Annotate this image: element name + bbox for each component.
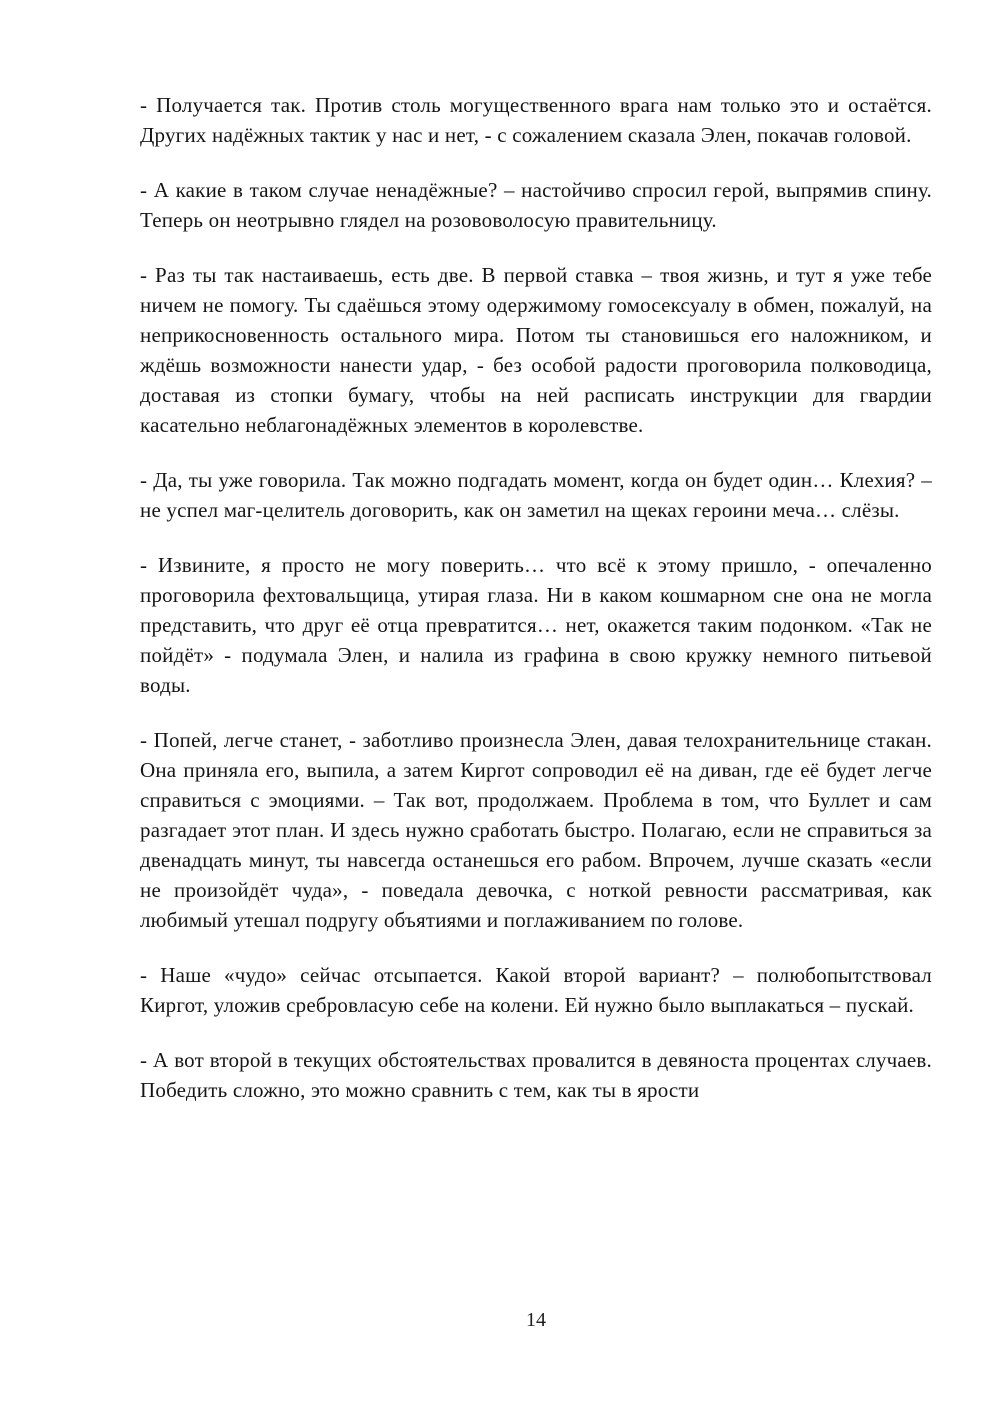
text-content [140, 90, 932, 1130]
page-number: 14 [526, 1309, 546, 1331]
paragraph-3: - Раз ты так настаиваешь, есть две. В первой ставка – твоя жизнь, и тут я уже тебе ничем не помогу. Ты сдаёшься этому одержимому гомосексуалу в обмен, пожалуй, на неприкосновенность остального мира. Потом ты становишься его наложником, и ждёшь возможности нанести удар, - без особой радости проговорила полководица, доставая из стопки бумагу, чтобы на ней расписать инструкции для гвардии касательно неблагонадёжных элементов в королевстве. [140, 263, 932, 437]
paragraph-2: - А какие в таком случае ненадёжные? – настойчиво спросил герой, выпрямив спину. Теперь он неотрывно глядел на розововолосую правительницу. [140, 178, 932, 232]
paragraph-1: - Получается так. Против столь могущественного врага нам только это и остаётся. Других надёжных тактик у нас и нет, - с сожалением сказала Элен, покачав головой. [140, 93, 932, 147]
paragraph-4: - Да, ты уже говорила. Так можно подгадать момент, когда он будет один… Клехия? – не успел маг-целитель договорить, как он заметил на щеках героини меча… слёзы. [140, 468, 932, 522]
paragraph-7: - Наше «чудо» сейчас отсыпается. Какой второй вариант? – полюбопытствовал Киргот, уложив сребровласую себе на колени. Ей нужно было выплакаться – пускай. [140, 963, 932, 1017]
paragraph-6: - Попей, легче станет, - заботливо произнесла Элен, давая телохранительнице стакан. Она приняла его, выпила, а затем Киргот сопроводил её на диван, где её будет легче справиться с эмоциями. – Так вот, продолжаем. Проблема в том, что Буллет и сам разгадает этот план. И здесь нужно сработать быстро. Полагаю, если не справиться за двенадцать минут, ты навсегда останешься его рабом. Впрочем, лучше сказать «если не произойдёт чуда», - поведала девочка, с ноткой ревности рассматривая, как любимый утешал подругу объятиями и поглаживанием по голове. [140, 728, 932, 932]
paragraph-8: - А вот второй в текущих обстоятельствах провалится в девяноста процентах случаев. Победить сложно, это можно сравнить с тем, как ты в ярости [140, 1048, 932, 1102]
paragraph-5: - Извините, я просто не могу поверить… что всё к этому пришло, - опечаленно проговорила фехтовальщица, утирая глаза. Ни в каком кошмарном сне она не могла представить, что друг её отца превратится… нет, окажется таким подонком. «Так не пойдёт» - подумала Элен, и налила из графина в свою кружку немного питьевой воды. [140, 553, 932, 697]
